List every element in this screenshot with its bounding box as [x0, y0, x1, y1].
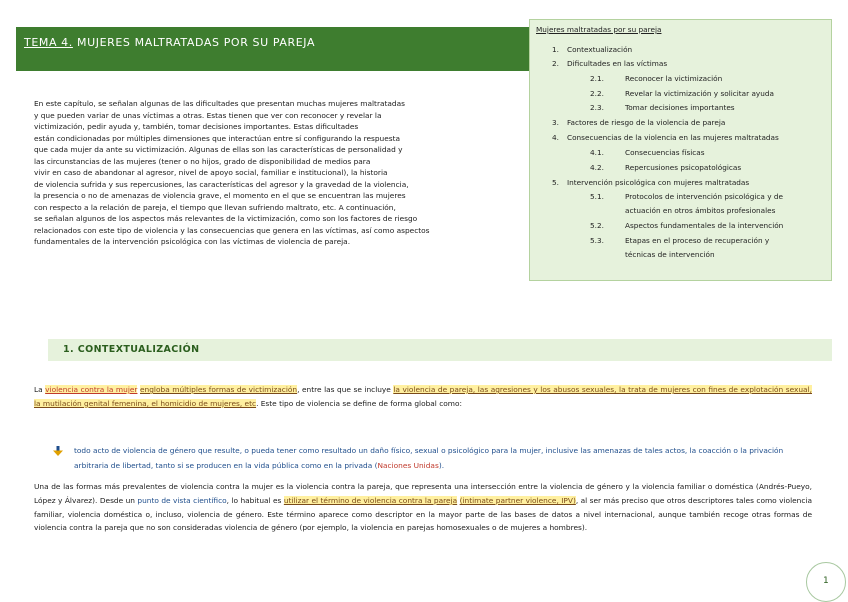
chapter-title-text: MUJERES MALTRATADAS POR SU PAREJA [77, 36, 316, 49]
section-heading-bar [48, 339, 832, 361]
toc-item[interactable]: 5. Intervención psicológica con mujeres maltratadas [552, 178, 750, 187]
definition-paragraph: La violencia contra la mujer engloba múltiples formas de victimización, entre las que se incluye la violencia de pareja, las agresiones y los abusos sexuales, la trata de mujeres con fines de explotación sexual, la mutilación genital femenina, el homicidio de mujeres, etc. Este tipo de violencia se define de forma global como: [34, 385, 812, 408]
toc-item[interactable]: 2.1. Reconocer la victimización [590, 74, 723, 83]
highlight-engloba: engloba múltiples formas de victimización [140, 385, 298, 394]
toc-item[interactable]: 4.1. Consecuencias físicas [590, 148, 705, 157]
un-definition-bullet: todo acto de violencia de género que resulte, o pueda tener como resultado un daño físico, sexual o psicológico para la mujer, inclusive las amenazas de tales actos, la coacción o la privación arbitraria de libertad, tanto si se producen en la vida pública como en la privada (Naciones Unidas). [54, 444, 814, 473]
table-of-contents [529, 19, 832, 281]
toc-item-continuation: actuación en otros ámbitos profesionales [625, 206, 776, 215]
toc-title: Mujeres maltratadas por su pareja [536, 25, 662, 34]
section-title: 1. CONTEXTUALIZACIÓN [63, 344, 200, 355]
toc-item[interactable]: 4. Consecuencias de la violencia en las mujeres maltratadas [552, 133, 779, 142]
highlight-forms-list: la violencia de pareja, las agresiones y los abusos sexuales, la trata de mujeres con fines de explotación sexual, la mutilación genital femenina, el homicidio de mujeres, etc [34, 385, 812, 408]
chapter-banner [16, 27, 532, 71]
highlight-ipv-term: utilizar el término de violencia contra la pareja [283, 495, 458, 505]
chapter-title [24, 36, 315, 49]
toc-item[interactable]: 5.1. Protocolos de intervención psicológica y de [590, 192, 783, 201]
toc-item[interactable]: 2.2. Revelar la victimización y solicitar ayuda [590, 89, 774, 98]
arrow-down-bullet-icon [53, 446, 63, 456]
ipv-paragraph: Una de las formas más prevalentes de violencia contra la mujer es la violencia contra la pareja, que representa una intersección entre la violencia de género y la violencia familiar o doméstica (Andrés-Pueyo, López y Álvarez). Desde un punto de vista científico, lo habitual es utilizar el término de violencia contra la pareja (intimate partner violence, IPV), al ser más preciso que otros descriptores tales como violencia familiar, violencia doméstica o, incluso, violencia de género. Este término aparece como descriptor en la mayor parte de las bases de datos a nivel internacional, aunque también recoge otras formas de violencia contra la pareja que no son consideradas violencia de género (por ejemplo, la violencia en parejas homosexuales o de mujeres a hombres). [34, 482, 812, 533]
source-naciones-unidas: Naciones Unidas [377, 460, 439, 470]
highlight-violencia-mujer: violencia contra la mujer [45, 385, 138, 394]
page-number-badge [806, 562, 846, 602]
toc-item[interactable]: 3. Factores de riesgo de la violencia de pareja [552, 118, 726, 127]
toc-item-continuation: técnicas de intervención [625, 250, 715, 259]
page-number: 1 [823, 576, 829, 586]
intro-paragraph: En este capítulo, se señalan algunas de las dificultades que presentan muchas mujeres maltratadas y que pueden variar de unas víctimas a otras. Estas tienen que ver con reconocer y revelar la victimización, pedir ayuda y, también, tomar decisiones importantes. Estas dificultades están condicionadas por múltiples dimensiones que interactúan entre sí configurando la respuesta que cada mujer da ante su victimización. Algunas de ellas son las características de personalidad y las circunstancias de las mujeres (tener o no hijos, grado de disponibilidad de medios para vivir en caso de abandonar al agresor, nivel de apoyo social, familiar e institucional), la historia de violencia sufrida y sus repercusiones, las características del agresor y la gravedad de la violencia, la presencia o no de amenazas de violencia grave, el momento en el que se encuentran las mujeres con respecto a la relación de pareja, el tiempo que llevan sufriendo maltrato, etc. A continuación, se señalan algunos de los aspectos más relevantes de la victimización, como son los factores de riesgo relacionados con este tipo de violencia y las consecuencias que genera en las víctimas, así como aspectos fundamentales de la intervención psicológica con las víctimas de violencia de pareja. [34, 99, 430, 246]
toc-item[interactable]: 2.3. Tomar decisiones importantes [590, 103, 735, 112]
highlight-ipv-english: (intimate partner violence, IPV) [459, 495, 576, 505]
scientific-viewpoint: punto de vista científico [137, 495, 227, 505]
toc-item[interactable]: 5.2. Aspectos fundamentales de la intervención [590, 221, 784, 230]
toc-item[interactable]: 2. Dificultades en las víctimas [552, 59, 668, 68]
toc-item[interactable]: 5.3. Etapas en el proceso de recuperación y [590, 236, 770, 245]
toc-item[interactable]: 1. Contextualización [552, 45, 633, 54]
toc-item[interactable]: 4.2. Repercusiones psicopatológicas [590, 163, 742, 172]
tema-label: TEMA 4. [24, 36, 73, 49]
